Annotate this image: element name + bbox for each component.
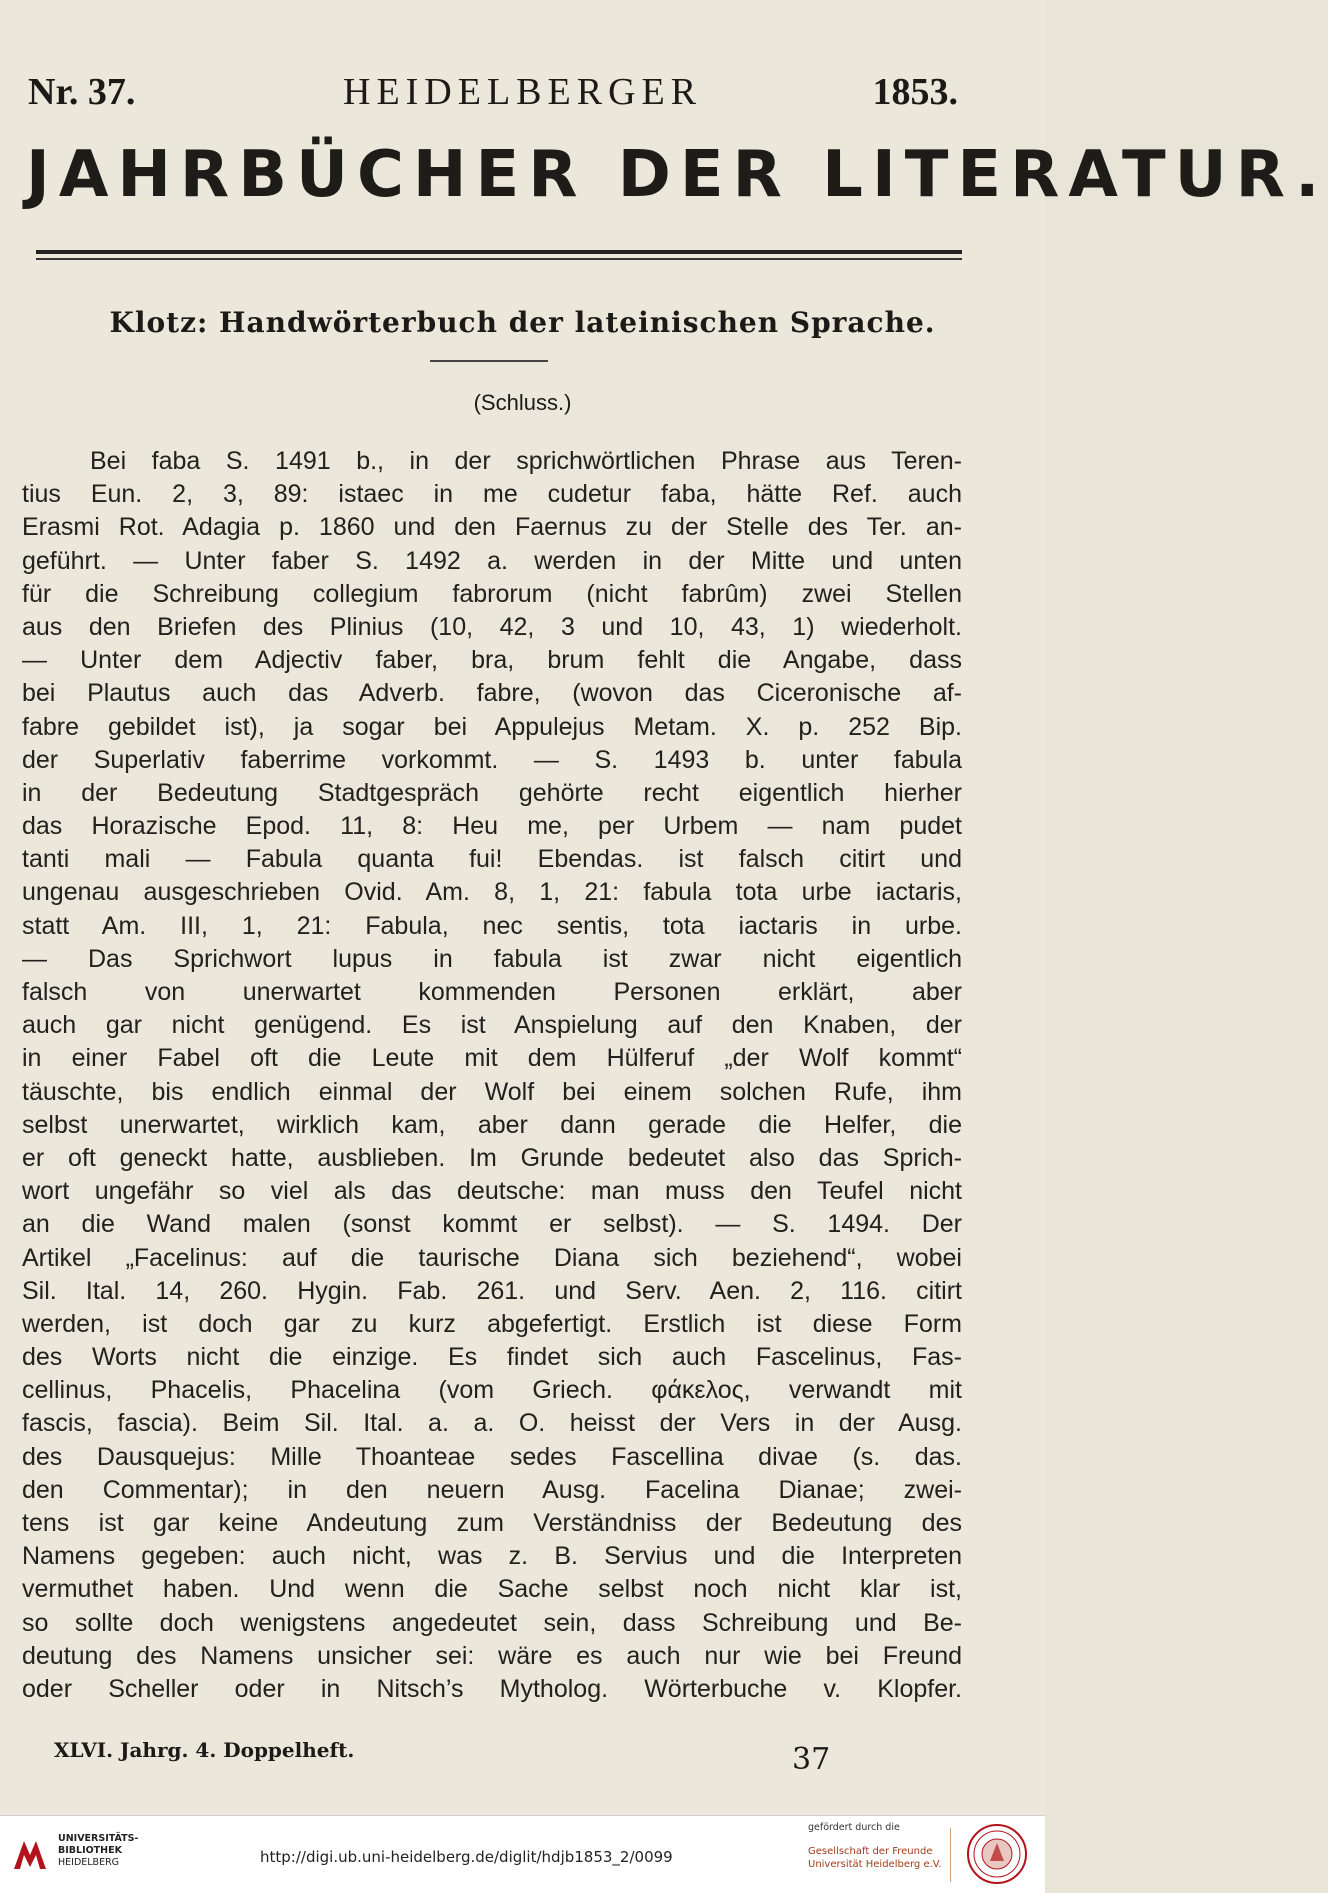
text-line: selbst unerwartet, wirklich kam, aber dann gerade die Helfer, die xyxy=(22,1110,962,1139)
article-title: Klotz: Handwörterbuch der lateinischen Sprache. xyxy=(109,306,936,339)
text-line: werden, ist doch gar zu kurz abgefertigt. Erstlich ist diese Form xyxy=(22,1309,962,1338)
text-line: deutung des Namens unsicher sei: wäre es auch nur wie bei Freund xyxy=(22,1641,962,1670)
article-subtitle: (Schluss.) xyxy=(473,390,572,415)
university-library-logo-icon[interactable] xyxy=(10,1833,50,1873)
text-line: Artikel „Facelinus: auf die taurische Diana sich beziehend“, wobei xyxy=(22,1243,962,1272)
text-line: aus den Briefen des Plinius (10, 42, 3 und 10, 43, 1) wiederholt. xyxy=(22,612,962,641)
text-line: er oft geneckt hatte, ausblieben. Im Grunde bedeutet also das Sprich- xyxy=(22,1143,962,1172)
title-divider xyxy=(430,360,548,362)
text-line: tius Eun. 2, 3, 89: istaec in me cudetur faba, hätte Ref. auch xyxy=(22,480,962,509)
text-line: den Commentar); in den neuern Ausg. Facelina Dianae; zwei- xyxy=(22,1475,962,1504)
text-line: — Das Sprichwort lupus in fabula ist zwar nicht eigentlich xyxy=(22,944,962,973)
text-line: an die Wand malen (sonst kommt er selbst). — S. 1494. Der xyxy=(22,1210,962,1239)
sponsor-name[interactable]: Gesellschaft der Freunde Universität Heidelberg e.V. xyxy=(808,1846,942,1870)
text-line: vermuthet haben. Und wenn die Sache selbst noch nicht klar ist, xyxy=(22,1575,962,1604)
university-seal-icon[interactable] xyxy=(966,1823,1028,1885)
article-body xyxy=(22,445,962,1706)
issue-number: Nr. 37. xyxy=(28,71,136,113)
sponsor-divider xyxy=(950,1828,951,1882)
header-rule-thin xyxy=(36,258,962,260)
text-line: Erasmi Rot. Adagia p. 1860 und den Faernus zu der Stelle des Ter. an- xyxy=(22,513,962,542)
text-line: auch gar nicht genügend. Es ist Anspielung auf den Knaben, der xyxy=(22,1011,962,1040)
text-line: cellinus, Phacelis, Phacelina (vom Griech. φάκελος, verwandt mit xyxy=(22,1376,962,1405)
text-line: Sil. Ital. 14, 260. Hygin. Fab. 261. und Serv. Aen. 2, 116. citirt xyxy=(22,1276,962,1305)
text-line: ungenau ausgeschrieben Ovid. Am. 8, 1, 21: fabula tota urbe iactaris, xyxy=(22,878,962,907)
text-line: falsch von unerwartet kommenden Personen erklärt, aber xyxy=(22,978,962,1006)
text-line: in einer Fabel oft die Leute mit dem Hülferuf „der Wolf kommt“ xyxy=(22,1044,962,1073)
masthead-title: JAHRBÜCHER DER LITERATUR. xyxy=(26,138,1328,212)
text-line: Namens gegeben: auch nicht, was z. B. Servius und die Interpreten xyxy=(22,1542,962,1571)
text-line: statt Am. III, 1, 21: Fabula, nec sentis, tota iactaris in urbe. xyxy=(22,911,962,940)
header-rule-thick xyxy=(36,250,962,254)
text-line: fascis, fascia). Beim Sil. Ital. a. a. O. heisst der Vers in der Ausg. xyxy=(22,1409,962,1438)
publication-year: 1853. xyxy=(872,71,958,113)
page-number: 37 xyxy=(792,1742,831,1777)
text-line: tens ist gar keine Andeutung zum Verständniss der Bedeutung des xyxy=(22,1509,962,1537)
text-line: fabre gebildet ist), ja sogar bei Appulejus Metam. X. p. 252 Bip. xyxy=(22,712,962,741)
sponsor-label: gefördert durch die xyxy=(808,1822,900,1833)
text-line: des Worts nicht die einzige. Es findet sich auch Fascelinus, Fas- xyxy=(22,1343,962,1372)
text-line: bei Plautus auch das Adverb. fabre, (wovon das Ciceronische af- xyxy=(22,679,962,708)
text-line: — Unter dem Adjectiv faber, bra, brum fehlt die Angabe, dass xyxy=(22,646,962,675)
text-line: für die Schreibung collegium fabrorum (nicht fabrûm) zwei Stellen xyxy=(22,579,962,608)
text-line: tanti mali — Fabula quanta fui! Ebendas. ist falsch citirt und xyxy=(22,845,962,874)
text-line: des Dausquejus: Mille Thoanteae sedes Fascellina divae (s. das. xyxy=(22,1442,962,1471)
text-line: das Horazische Epod. 11, 8: Heu me, per Urbem — nam pudet xyxy=(22,812,962,841)
text-line: täuschte, bis endlich einmal der Wolf bei einem solchen Rufe, ihm xyxy=(22,1077,962,1106)
text-line: Bei faba S. 1491 b., in der sprichwörtlichen Phrase aus Teren- xyxy=(90,447,962,475)
text-line: in der Bedeutung Stadtgespräch gehörte recht eigentlich hierher xyxy=(22,778,962,807)
text-line: oder Scheller oder in Nitsch’s Mytholog. Wörterbuche v. Klopfer. xyxy=(22,1674,962,1703)
volume-signature: XLVI. Jahrg. 4. Doppelheft. xyxy=(54,1738,355,1762)
library-name[interactable]: UNIVERSITÄTS- BIBLIOTHEK HEIDELBERG xyxy=(58,1833,139,1868)
text-line: geführt. — Unter faber S. 1492 a. werden in der Mitte und unten xyxy=(22,546,962,575)
publisher-name: HEIDELBERGER xyxy=(343,71,703,113)
text-line: der Superlativ faberrime vorkommt. — S. 1493 b. unter fabula xyxy=(22,745,962,774)
running-header xyxy=(28,70,958,120)
text-line: wort ungefähr so viel als das deutsche: man muss den Teufel nicht xyxy=(22,1177,962,1206)
text-line: so sollte doch wenigstens angedeutet sein, dass Schreibung und Be- xyxy=(22,1608,962,1637)
permalink-url[interactable]: http://digi.ub.uni-heidelberg.de/diglit/hdjb1853_2/0099 xyxy=(260,1848,673,1866)
